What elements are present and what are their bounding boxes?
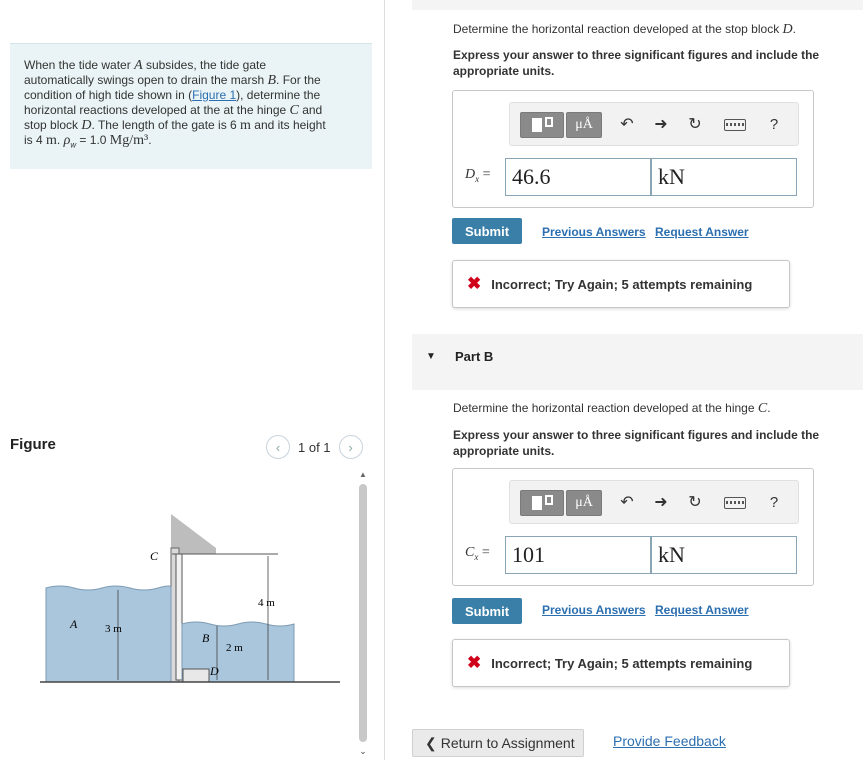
- label-3m: 3 m: [105, 623, 122, 635]
- caret-down-icon[interactable]: ▼: [426, 351, 436, 362]
- chevron-left-icon: ‹: [275, 439, 281, 455]
- partA-value-input[interactable]: 46.6: [505, 158, 651, 196]
- error-x-icon: ✖: [467, 653, 482, 672]
- partA-variable-label: $D_x$ =: [465, 167, 491, 184]
- label-4m: 4 m: [258, 597, 275, 609]
- label-A: A: [70, 617, 78, 631]
- figure-scrollbar[interactable]: [358, 470, 368, 760]
- panel-divider: [384, 0, 385, 760]
- return-to-assignment-button[interactable]: ❮ Return to Assignment: [412, 729, 584, 757]
- help-icon[interactable]: ?: [769, 116, 779, 133]
- stop-block: [183, 669, 209, 682]
- math-toolbar: [509, 102, 799, 146]
- scroll-down-icon[interactable]: ⌄: [359, 746, 367, 756]
- reset-icon[interactable]: ↻: [688, 494, 702, 511]
- figure-pager: [266, 434, 363, 460]
- partB-value-input[interactable]: 101: [505, 536, 651, 574]
- figure-heading: Figure: [10, 436, 56, 453]
- partA-unit-input[interactable]: kN: [651, 158, 797, 196]
- partA-answer-box: [452, 90, 814, 208]
- partB-answer-box: [452, 468, 814, 586]
- partB-title[interactable]: Part B: [455, 349, 494, 364]
- figure-counter: 1 of 1: [298, 439, 331, 455]
- partA-feedback: ✖ Incorrect; Try Again; 5 attempts remaining: [452, 260, 790, 308]
- partA-prompt: Determine the horizontal reaction developed at the stop block D.: [453, 22, 796, 37]
- templates-icon[interactable]: [520, 490, 564, 516]
- partB-unit-input[interactable]: kN: [651, 536, 797, 574]
- redo-icon[interactable]: ➜: [654, 494, 668, 511]
- problem-line: When the tide water A subsides, the tide gate: [24, 58, 267, 73]
- templates-icon[interactable]: [520, 112, 564, 138]
- prev-figure-button[interactable]: [266, 435, 290, 459]
- partB-request-answer-link[interactable]: Request Answer: [655, 603, 749, 617]
- chevron-left-icon: ❮: [425, 734, 437, 751]
- undo-icon[interactable]: ↶: [620, 116, 634, 133]
- problem-line: horizontal reactions developed at the at the hinge C and: [24, 103, 323, 118]
- label-B: B: [202, 631, 210, 645]
- redo-icon[interactable]: ➜: [654, 116, 668, 133]
- keyboard-icon[interactable]: [724, 493, 748, 513]
- partB-feedback: ✖ Incorrect; Try Again; 5 attempts remaining: [452, 639, 790, 687]
- partA-instructions: Express your answer to three significant figures and include the appropriate units.: [453, 48, 820, 78]
- next-figure-button[interactable]: [339, 435, 363, 459]
- partB-submit-button[interactable]: Submit: [452, 598, 522, 624]
- top-strip: [412, 0, 863, 10]
- help-icon[interactable]: ?: [769, 494, 779, 511]
- partB-instructions: Express your answer to three significant figures and include the appropriate units.: [453, 428, 820, 458]
- label-2m: 2 m: [226, 642, 243, 654]
- label-C: C: [150, 549, 159, 563]
- partB-variable-label: $C_x$ =: [465, 545, 490, 562]
- tide-gate-figure: [40, 508, 350, 698]
- undo-icon[interactable]: ↶: [620, 494, 634, 511]
- problem-statement: [10, 43, 372, 169]
- figure-link[interactable]: Figure 1: [192, 88, 237, 102]
- problem-line: is 4 m. $\rho_w = 1.0$ Mg/m³.: [24, 133, 152, 150]
- units-icon[interactable]: μÅ: [566, 490, 602, 516]
- error-x-icon: ✖: [467, 274, 482, 293]
- partB-prompt: Determine the horizontal reaction developed at the hinge C.: [453, 401, 771, 416]
- math-toolbar: [509, 480, 799, 524]
- gate: [176, 554, 182, 680]
- partB-previous-answers-link[interactable]: Previous Answers: [542, 603, 646, 617]
- units-icon[interactable]: μÅ: [566, 112, 602, 138]
- scroll-thumb[interactable]: [359, 484, 367, 742]
- problem-line: condition of high tide shown in (Figure 1), determine the: [24, 88, 321, 102]
- partA-submit-button[interactable]: Submit: [452, 218, 522, 244]
- chevron-right-icon: ›: [348, 439, 353, 455]
- reset-icon[interactable]: ↻: [688, 116, 702, 133]
- problem-line: automatically swings open to drain the marsh B. For the: [24, 73, 321, 88]
- label-D: D: [210, 664, 219, 678]
- partA-previous-answers-link[interactable]: Previous Answers: [542, 225, 646, 239]
- keyboard-icon[interactable]: [724, 115, 748, 135]
- partA-request-answer-link[interactable]: Request Answer: [655, 225, 749, 239]
- provide-feedback-link[interactable]: Provide Feedback: [613, 733, 726, 749]
- scroll-up-icon[interactable]: ▲: [359, 470, 367, 479]
- problem-line: stop block D. The length of the gate is 6 m and its height: [24, 118, 326, 133]
